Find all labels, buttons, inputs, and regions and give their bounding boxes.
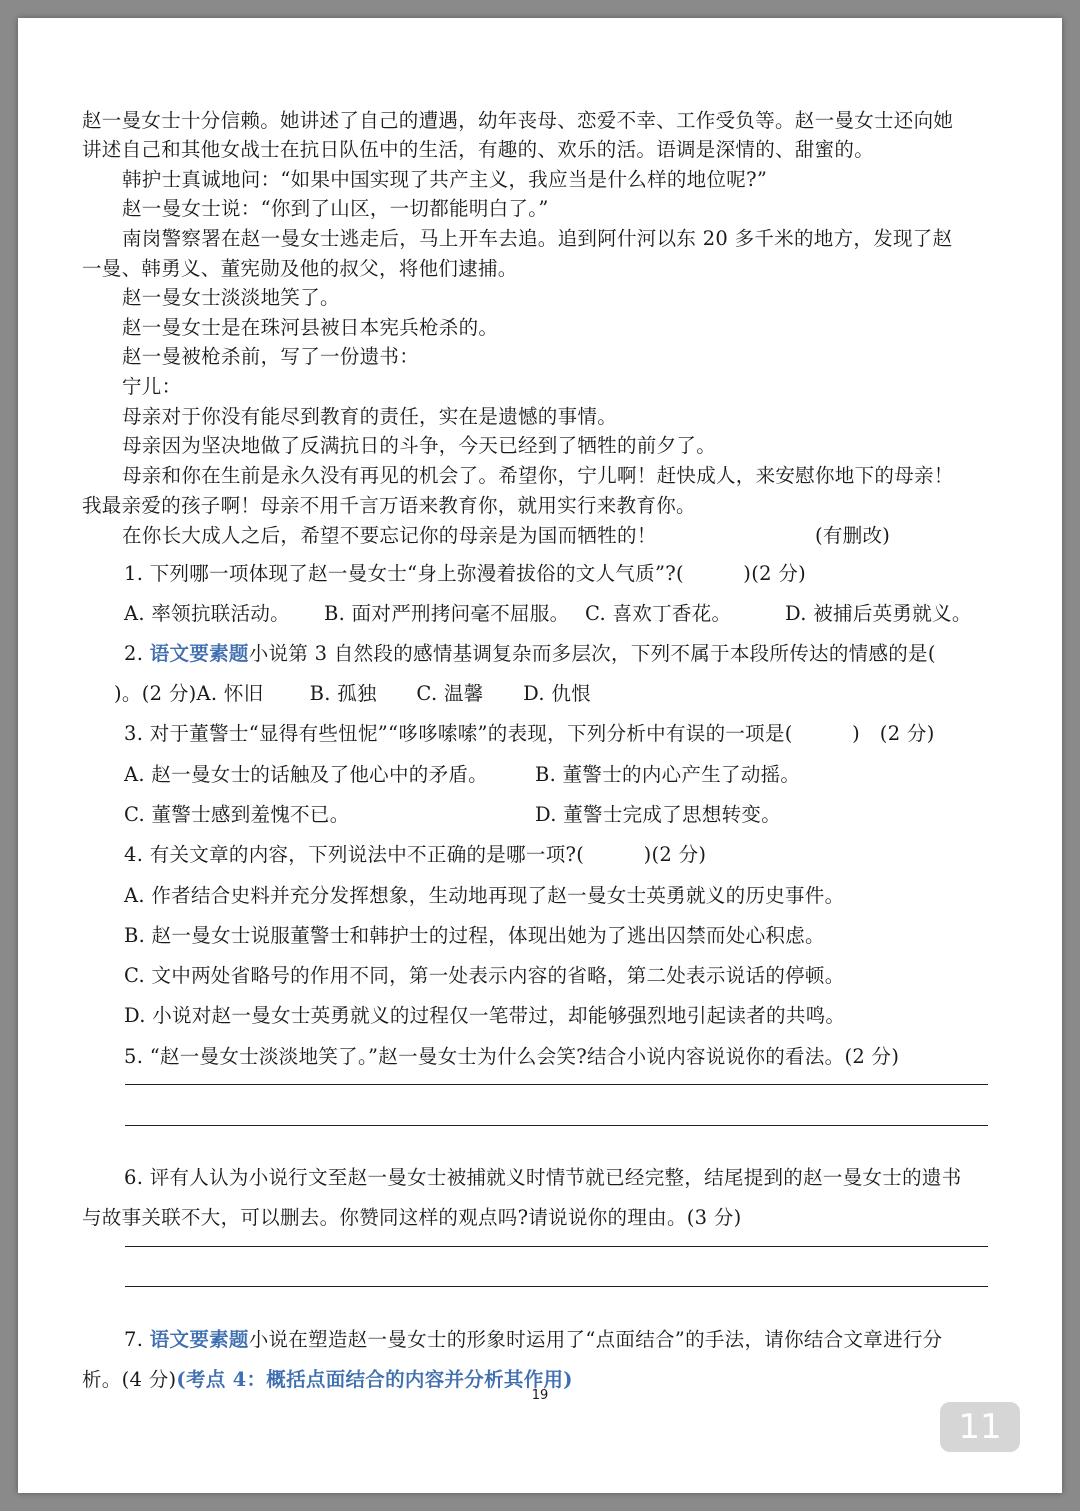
question-3: 3. 对于董警士“显得有些忸怩”“哆哆嗦嗦”的表现，下列分析中有误的一项是( ) (2 分) bbox=[124, 722, 935, 745]
passage-line: 讲述自己和其他女战士在抗日队伍中的生活，有趣的、欢乐的活。语调是深情的、甜蜜的。 bbox=[82, 138, 875, 161]
question-4-option-c: C. 文中两处省略号的作用不同，第一处表示内容的省略，第二处表示说话的停顿。 bbox=[124, 964, 845, 987]
question-3-option-a: A. 赵一曼女士的话触及了他心中的矛盾。 bbox=[124, 763, 488, 786]
answer-line[interactable] bbox=[125, 1246, 988, 1247]
element-tag: 语文要素题 bbox=[149, 642, 249, 665]
passage-line: 赵一曼女士十分信赖。她讲述了自己的遭遇，幼年丧母、恋爱不幸、工作受负等。赵一曼女士还向她 bbox=[82, 109, 954, 132]
letter-line: 母亲和你在生前是永久没有再见的机会了。希望你，宁儿啊！赶快成人，来安慰你地下的母亲！ bbox=[122, 464, 954, 487]
passage-line: 赵一曼女士淡淡地笑了。 bbox=[122, 286, 340, 309]
letter-line: 母亲因为坚决地做了反满抗日的斗争，今天已经到了牺牲的前夕了。 bbox=[122, 434, 717, 457]
passage-line: 南岗警察署在赵一曼女士逃走后，马上开车去追。追到阿什河以东 20 多千米的地方，发现了赵 bbox=[122, 227, 953, 250]
exam-point: (考点 4：概括点面结合的内容并分析其作用) bbox=[176, 1368, 573, 1391]
question-1-option-c: C. 喜欢丁香花。 bbox=[585, 602, 732, 625]
question-4-option-a: A. 作者结合史料并充分发挥想象，生动地再现了赵一曼女士英勇就义的历史事件。 bbox=[124, 884, 845, 907]
question-number: 7. bbox=[124, 1328, 150, 1351]
passage-line: 赵一曼被枪杀前，写了一份遗书： bbox=[122, 345, 420, 368]
question-4: 4. 有关文章的内容，下列说法中不正确的是哪一项?( )(2 分) bbox=[124, 843, 707, 866]
page-number: 19 bbox=[531, 1388, 549, 1403]
element-tag: 语文要素题 bbox=[149, 1328, 249, 1351]
question-2-options: )。(2 分)A. 怀旧 B. 孤独 C. 温馨 D. 仇恨 bbox=[114, 682, 591, 705]
passage-line: 赵一曼女士说：“你到了山区，一切都能明白了。” bbox=[122, 197, 549, 220]
passage-line: 赵一曼女士是在珠河县被日本宪兵枪杀的。 bbox=[122, 316, 499, 339]
letter-line: 我最亲爱的孩子啊！母亲不用千言万语来教育你，就用实行来教育你。 bbox=[82, 494, 696, 517]
letter-line: 母亲对于你没有能尽到教育的责任，实在是遗憾的事情。 bbox=[122, 405, 618, 428]
question-7 bbox=[124, 1324, 942, 1352]
question-text: 析。(4 分) bbox=[82, 1368, 177, 1391]
answer-line[interactable] bbox=[125, 1084, 988, 1085]
question-6: 6. 评有人认为小说行文至赵一曼女士被捕就义时情节就已经完整，结尾提到的赵一曼女士的遗书 bbox=[124, 1166, 962, 1189]
answer-line[interactable] bbox=[125, 1286, 988, 1287]
question-number: 2. bbox=[124, 642, 150, 665]
question-1-option-a: A. 率领抗联活动。 bbox=[124, 602, 290, 625]
question-1-option-d: D. 被捕后英勇就义。 bbox=[785, 602, 972, 625]
question-text: 小说在塑造赵一曼女士的形象时运用了“点面结合”的手法，请你结合文章进行分 bbox=[248, 1328, 943, 1351]
question-6-line-2: 与故事关联不大，可以删去。你赞同这样的观点吗?请说说你的理由。(3 分) bbox=[82, 1206, 742, 1229]
page-badge: 11 bbox=[940, 1402, 1020, 1452]
question-3-option-d: D. 董警士完成了思想转变。 bbox=[535, 803, 782, 826]
question-text: 小说第 3 自然段的感情基调复杂而多层次，下列不属于本段所传达的情感的是( bbox=[248, 642, 936, 665]
question-5: 5. “赵一曼女士淡淡地笑了。”赵一曼女士为什么会笑?结合小说内容说说你的看法。(2 分) bbox=[124, 1045, 900, 1068]
letter-salutation: 宁儿： bbox=[122, 375, 182, 398]
question-1-option-b: B. 面对严刑拷问毫不屈服。 bbox=[324, 602, 570, 625]
letter-line: 在你长大成人之后，希望不要忘记你的母亲是为国而牺牲的！ bbox=[122, 524, 657, 547]
question-1: 1. 下列哪一项体现了赵一曼女士“身上弥漫着拔俗的文人气质”?( )(2 分) bbox=[124, 562, 807, 585]
question-3-option-c: C. 董警士感到羞愧不已。 bbox=[124, 803, 350, 826]
edit-note: (有删改) bbox=[815, 524, 891, 547]
answer-line[interactable] bbox=[125, 1125, 988, 1126]
question-2 bbox=[124, 638, 936, 666]
question-4-option-d: D. 小说对赵一曼女士英勇就义的过程仅一笔带过，却能够强烈地引起读者的共鸣。 bbox=[124, 1004, 846, 1027]
document-page bbox=[18, 18, 1062, 1493]
question-3-option-b: B. 董警士的内心产生了动摇。 bbox=[535, 763, 801, 786]
question-4-option-b: B. 赵一曼女士说服董警士和韩护士的过程，体现出她为了逃出囚禁而处心积虑。 bbox=[124, 924, 825, 947]
passage-line: 一曼、韩勇义、董宪勋及他的叔父，将他们逮捕。 bbox=[82, 257, 518, 280]
passage-line: 韩护士真诚地问：“如果中国实现了共产主义，我应当是什么样的地位呢?” bbox=[122, 168, 768, 191]
